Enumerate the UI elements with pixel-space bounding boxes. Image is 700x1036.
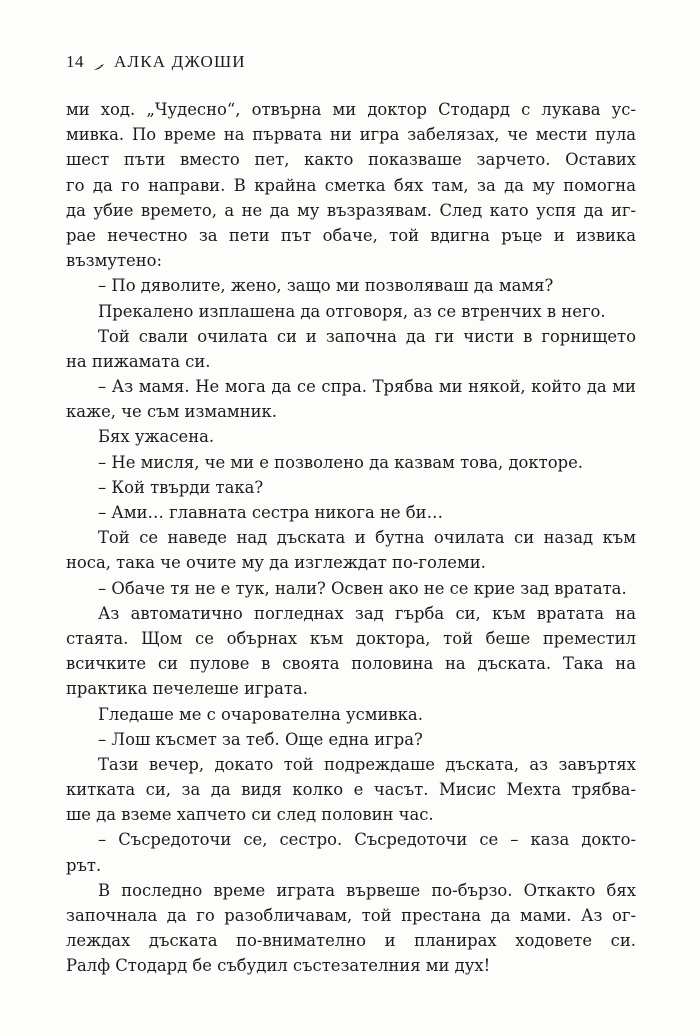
text-line: Гледаше ме с очарователна усмивка. xyxy=(98,704,423,724)
text-line: Бях ужасена. xyxy=(98,427,215,447)
running-head xyxy=(66,52,246,72)
text-line: мивка. По време на първата ни игра забелязах, че мести пула xyxy=(66,125,636,145)
text-line: Тази вечер, докато той подреждаше дъската, аз завъртях xyxy=(98,754,636,774)
text-line: – Аз мамя. Не мога да се спра. Трябва ми някой, който да ми xyxy=(98,377,636,397)
text-line: възмутено: xyxy=(66,251,163,271)
text-line: Ралф Стодард бе събудил състезателния ми дух! xyxy=(66,956,491,976)
text-line: Прекалено изплашена да отговоря, аз се втренчих в него. xyxy=(98,301,606,321)
text-line: ше да вземе хапчето си след половин час. xyxy=(66,805,434,825)
text-line: ми ход. „Чудесно“, отвърна ми доктор Стодард с лукава ус- xyxy=(66,100,636,119)
text-line: на пижамата си. xyxy=(66,351,211,371)
text-line: го да го направи. В крайна сметка бях там, за да му помогна xyxy=(66,175,636,195)
leaf-ornament-icon xyxy=(92,57,106,67)
text-line: Аз автоматично погледнах зад гърба си, към вратата на xyxy=(98,603,636,623)
text-line: носа, така че очите му да изглеждат по-големи. xyxy=(66,553,486,573)
text-line: започнала да го разобличавам, той престана да мами. Аз ог- xyxy=(66,906,636,925)
text-line: – Ами… главната сестра никога не би… xyxy=(98,503,443,522)
text-line: – По дяволите, жено, защо ми позволяваш да мамя? xyxy=(98,276,554,296)
text-line: – Съсредоточи се, сестро. Съсредоточи се – каза доктo- xyxy=(98,830,636,850)
text-line: Той се наведе над дъската и бутна очилата си назад към xyxy=(98,528,636,548)
text-line: каже, че съм измамник. xyxy=(66,402,277,422)
text-line: практика печелеше играта. xyxy=(66,679,308,699)
text-line: – Кой твърди така? xyxy=(98,477,264,497)
text-line: стаята. Щом се обърнах към доктора, той беше преместил xyxy=(66,628,636,648)
page-number: 14 xyxy=(66,52,84,71)
author-name: АЛКА ДЖОШИ xyxy=(114,52,246,71)
text-line: – Не мисля, че ми е позволено да казвам това, докторе. xyxy=(98,452,584,472)
text-line: шест пъти вместо пет, както показваше зарчето. Оставих xyxy=(66,150,636,170)
text-line: В последно време играта вървеше по-бързо. Откакто бях xyxy=(98,880,636,900)
text-line: рът. xyxy=(66,855,102,875)
body-text xyxy=(66,97,636,979)
text-line: рае нечестно за пети път обаче, той вдигна ръце и извика xyxy=(66,225,636,245)
text-line: да убие времето, а не да му възразявам. След като успя да иг- xyxy=(66,200,636,220)
text-line: Той свали очилата си и започна да ги чисти в горнището xyxy=(98,326,636,346)
text-line: – Лош късмет за теб. Още една игра? xyxy=(98,729,423,749)
text-line: всичките си пулове в своята половина на дъската. Така на xyxy=(66,654,636,674)
text-line: леждах дъската по-внимателно и планирах ходовете си. xyxy=(66,931,636,951)
text-line: китката си, за да видя колко е часът. Мисис Мехта трябва- xyxy=(66,780,636,800)
text-line: – Обаче тя не е тук, нали? Освен ако не се крие зад вратата. xyxy=(98,578,627,598)
